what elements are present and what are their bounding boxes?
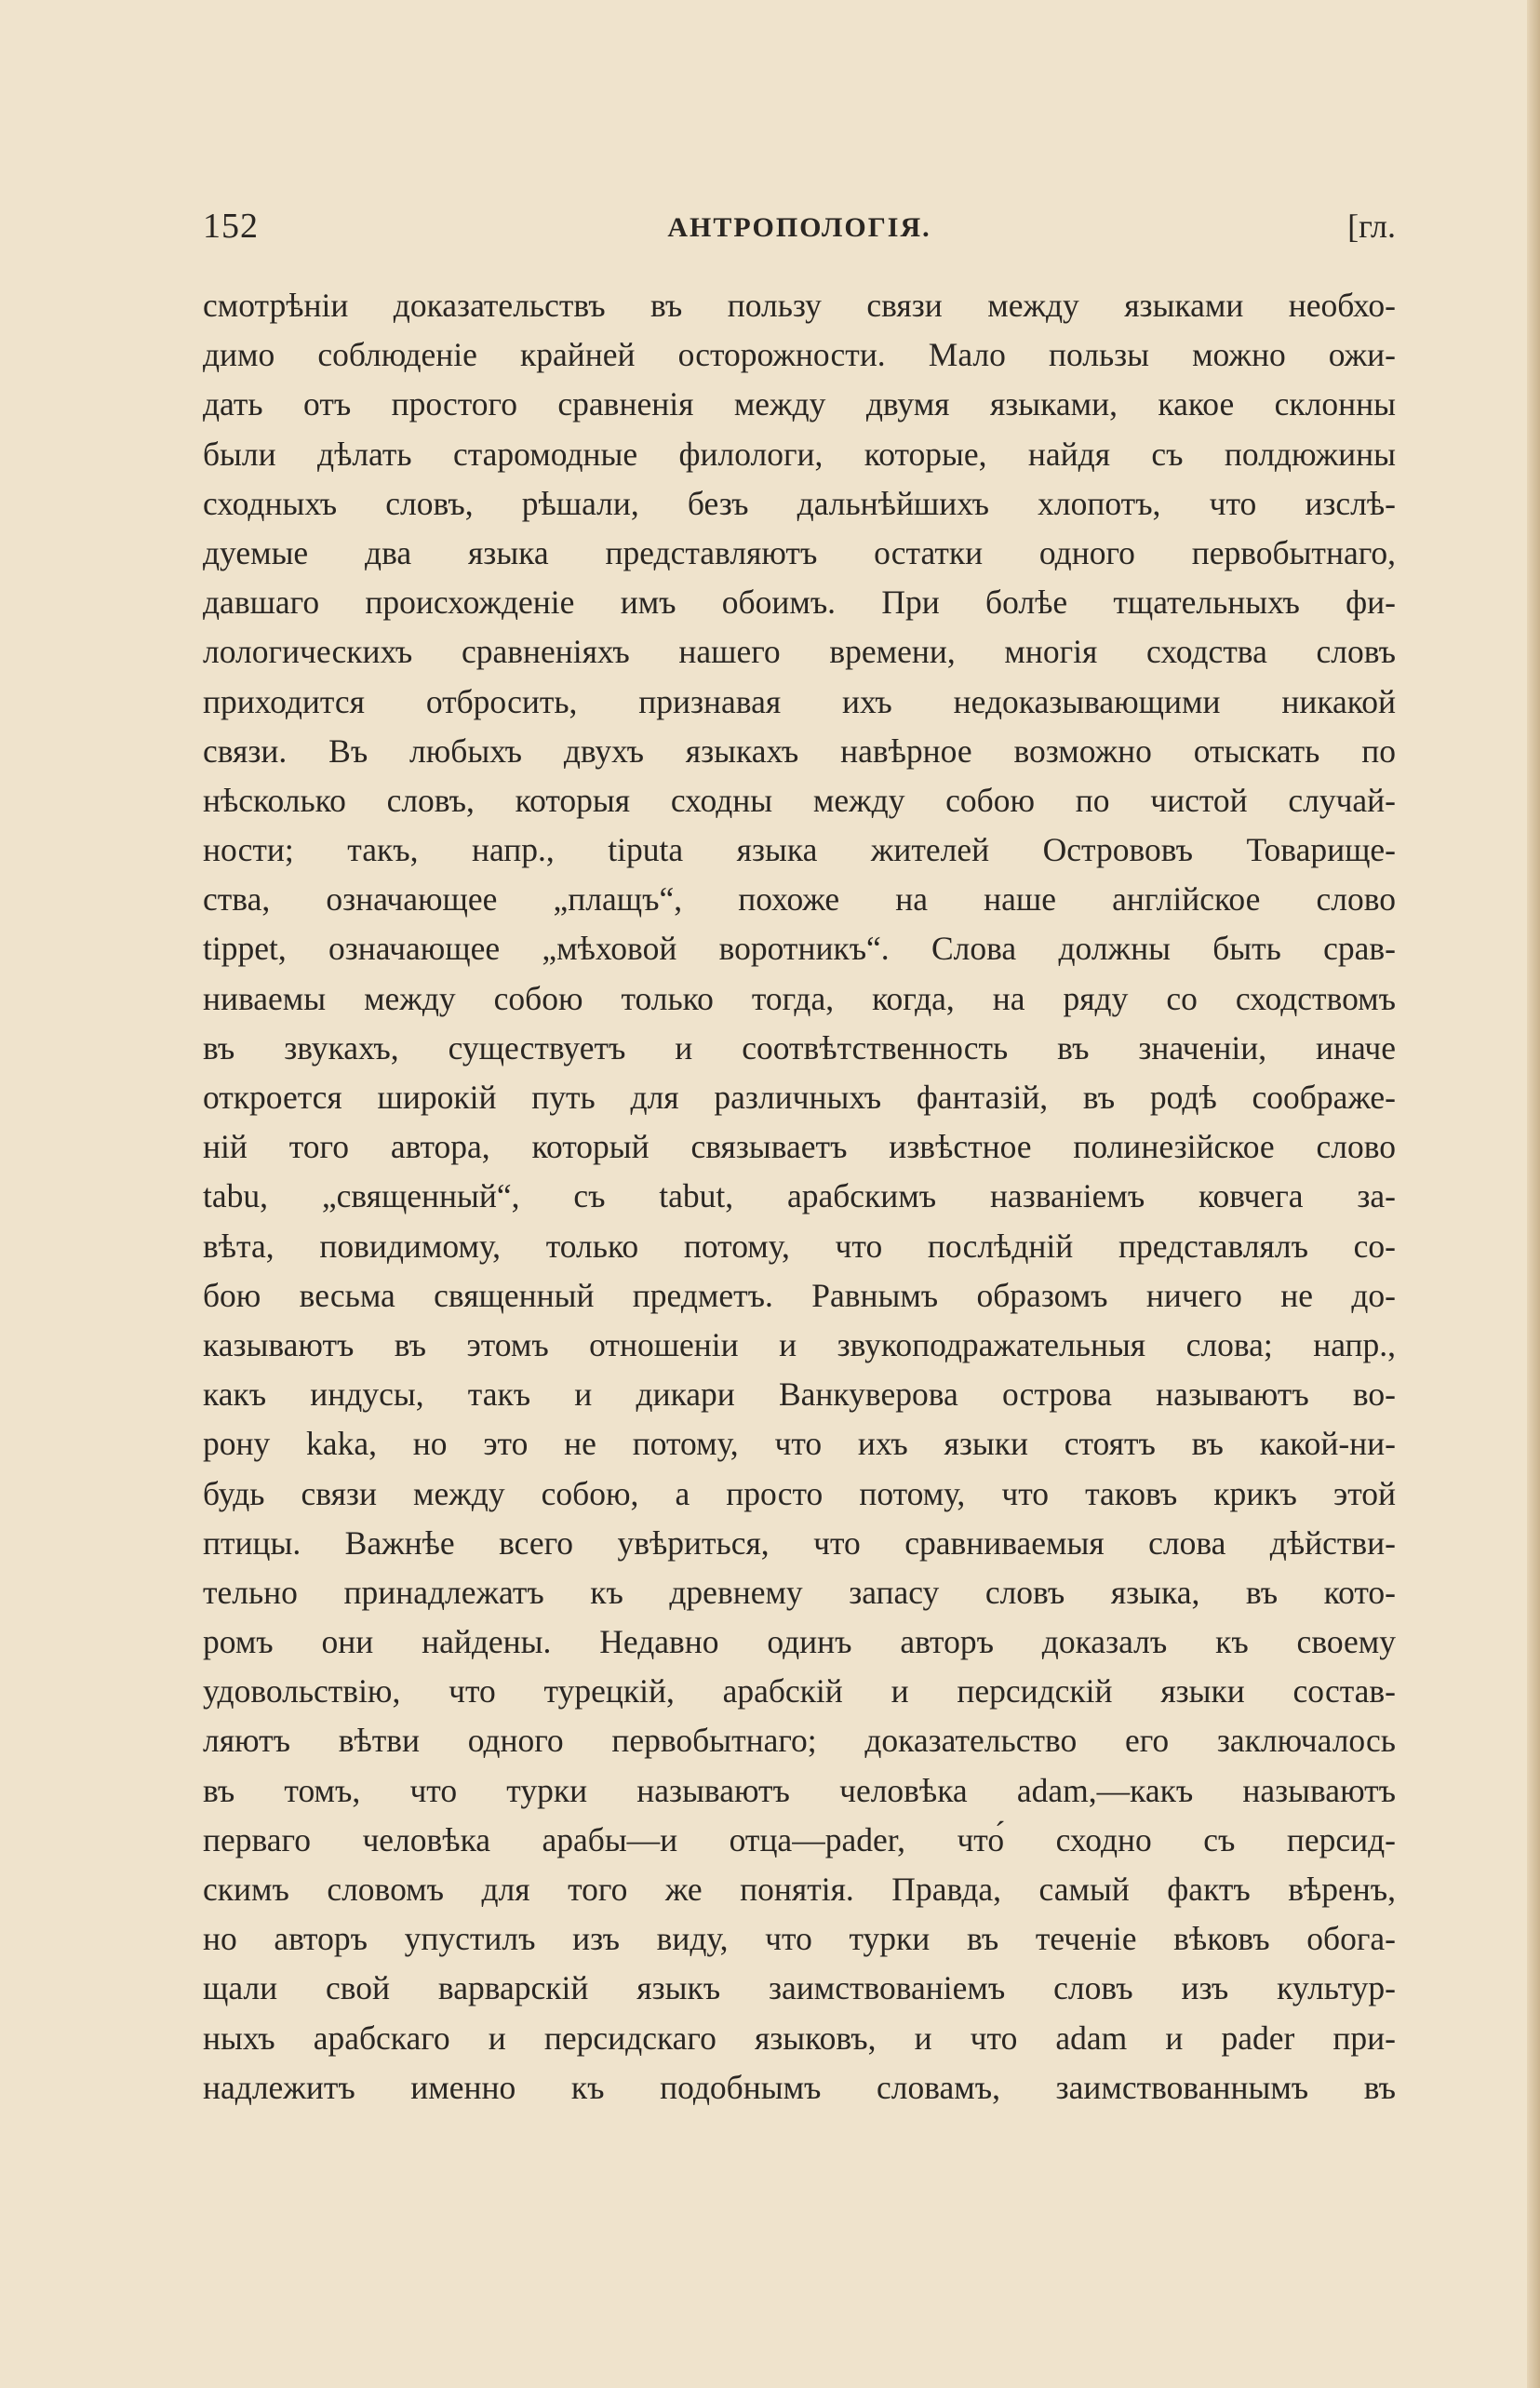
text-line: дуемые два языка представляютъ остатки одного первобытнаго, bbox=[203, 533, 1396, 571]
text-line: дать отъ простого сравненія между двумя языками, какое склонны bbox=[203, 385, 1396, 423]
text-line: ства, означающее „плащъ“, похоже на наше англійское слово bbox=[203, 880, 1396, 919]
page-header bbox=[203, 205, 1396, 248]
text-line: димо соблюденіе крайней осторожности. Мало пользы можно ожи- bbox=[203, 336, 1396, 374]
text-line: сходныхъ словъ, рѣшали, безъ дальнѣйшихъ хлопотъ, что изслѣ- bbox=[203, 484, 1396, 522]
text-line: щали свой варварскій языкъ заимствованіемъ словъ изъ культур- bbox=[203, 1969, 1396, 2007]
text-line: въ томъ, что турки называютъ человѣка adam,—какъ называютъ bbox=[203, 1771, 1396, 1809]
text-line: давшаго происхожденіе имъ обоимъ. При болѣе тщательныхъ фи- bbox=[203, 584, 1396, 622]
text-line: какъ индусы, такъ и дикари Ванкуверова острова называютъ во- bbox=[203, 1375, 1396, 1414]
text-line: приходится отбросить, признавая ихъ недоказывающими никакой bbox=[203, 682, 1396, 720]
text-line: смотрѣніи доказательствъ въ пользу связи между языками необхо- bbox=[203, 287, 1396, 324]
text-line: въ звукахъ, существуетъ и соотвѣтственность въ значеніи, иначе bbox=[203, 1028, 1396, 1067]
page-number: 152 bbox=[203, 207, 259, 246]
text-line: бою весьма священный предметъ. Равнымъ образомъ ничего не до- bbox=[203, 1276, 1396, 1314]
text-line: tabu, „священный“, съ tabut, арабскимъ названіемъ ковчега за- bbox=[203, 1177, 1396, 1215]
text-line: скимъ словомъ для того же понятія. Правда, самый фактъ вѣренъ, bbox=[203, 1871, 1396, 1908]
text-line: ляютъ вѣтви одного первобытнаго; доказательство его заключалось bbox=[203, 1722, 1396, 1760]
chapter-reference: [гл. bbox=[1347, 208, 1396, 245]
page-edge-shadow bbox=[1527, 0, 1540, 2388]
text-line: ромъ они найдены. Недавно одинъ авторъ доказалъ къ своему bbox=[203, 1623, 1396, 1661]
text-line: ности; такъ, напр., tiputa языка жителей Острововъ Товарище- bbox=[203, 831, 1396, 869]
running-title: АНТРОПОЛОГІЯ. bbox=[667, 212, 931, 243]
text-line: ныхъ арабскаго и персидскаго языковъ, и что adam и pader при- bbox=[203, 2019, 1396, 2057]
text-line: были дѣлать старомодные филологи, которые, найдя съ полдюжины bbox=[203, 435, 1396, 473]
text-line: казываютъ въ этомъ отношеніи и звукоподражательныя слова; напр., bbox=[203, 1325, 1396, 1363]
text-line: надлежитъ именно къ подобнымъ словамъ, заимствованнымъ въ bbox=[203, 2068, 1396, 2106]
text-line: тельно принадлежатъ къ древнему запасу словъ языка, въ кото- bbox=[203, 1573, 1396, 1611]
text-line: но авторъ упустилъ изъ виду, что турки въ теченіе вѣковъ обога- bbox=[203, 1920, 1396, 1958]
text-line: вѣта, повидимому, только потому, что послѣдній представлялъ со- bbox=[203, 1227, 1396, 1265]
text-line: ній того автора, который связываетъ извѣстное полинезійское слово bbox=[203, 1128, 1396, 1166]
text-line: tippet, означающее „мѣховой воротникъ“. Слова должны быть срав- bbox=[203, 930, 1396, 968]
text-line: нѣсколько словъ, которыя сходны между собою по чистой случай- bbox=[203, 781, 1396, 819]
text-line: перваго человѣка арабы—и отца—pader, что́ сходно съ персид- bbox=[203, 1820, 1396, 1858]
text-line: рону kaka, но это не потому, что ихъ языки стоятъ въ какой-ни- bbox=[203, 1425, 1396, 1463]
text-line: птицы. Важнѣе всего увѣриться, что сравниваемыя слова дѣйстви- bbox=[203, 1523, 1396, 1562]
text-line: ниваемы между собою только тогда, когда, на ряду со сходствомъ bbox=[203, 979, 1396, 1017]
body-text bbox=[203, 281, 1396, 2113]
text-line: будь связи между собою, а просто потому, что таковъ крикъ этой bbox=[203, 1474, 1396, 1512]
text-line: откроется широкій путь для различныхъ фантазій, въ родѣ соображе- bbox=[203, 1079, 1396, 1116]
text-line: связи. Въ любыхъ двухъ языкахъ навѣрное возможно отыскать по bbox=[203, 731, 1396, 770]
text-line: лологическихъ сравненіяхъ нашего времени, многія сходства словъ bbox=[203, 633, 1396, 671]
text-line: удовольствію, что турецкій, арабскій и персидскій языки состав- bbox=[203, 1672, 1396, 1711]
